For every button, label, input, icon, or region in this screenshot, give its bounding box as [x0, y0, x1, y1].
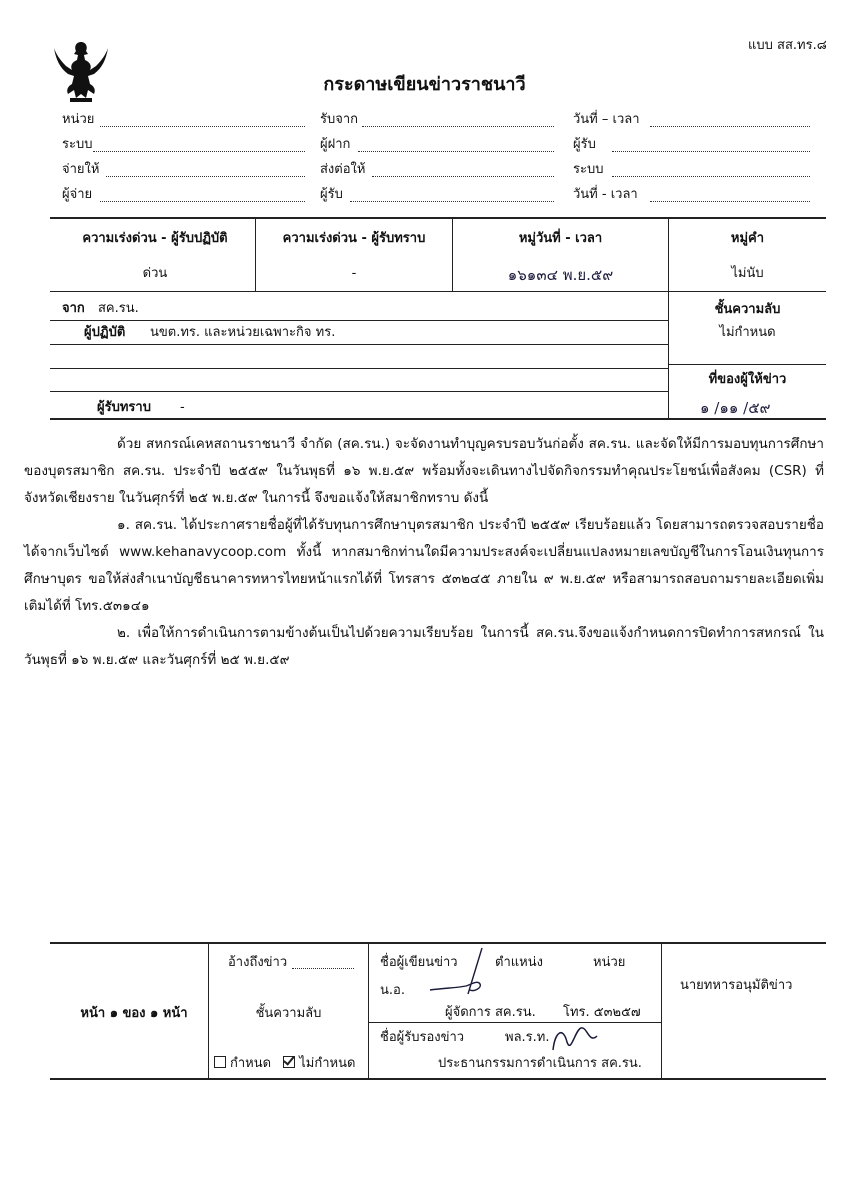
field-system-label: ระบบ: [62, 137, 93, 152]
approving-officer: นายทหารอนุมัติข่าว: [680, 978, 793, 993]
certifier-position: ประธานกรรมการดำเนินการ สค.รน.: [438, 1056, 642, 1071]
priority-action-header: ความเร่งด่วน - ผู้รับปฏิบัติ: [82, 231, 228, 246]
col-divider: [668, 218, 669, 418]
field-receiver-label: ผู้รับ: [320, 187, 343, 202]
checkbox-set[interactable]: [214, 1056, 226, 1068]
rule: [50, 391, 668, 392]
form-title: กระดาษเขียนข่าวราชนาวี: [323, 74, 526, 95]
classification-label: ชั้นความลับ: [714, 302, 781, 317]
footer-bottom-border: [50, 1078, 826, 1080]
field-forward-to-line[interactable]: [372, 176, 554, 177]
body-paragraph: ด้วย สหกรณ์เคหสถานราชนาวี จำกัด (สค.รน.) จะจัดงานทำบุญครบรอบวันก่อตั้ง สค.รน. และจัดให้มีการมอบทุนการศึกษาของบุตรสมาชิก สค.รน. ประจำปี ๒๕๕๙ ในวันพุธที่ ๑๖ พ.ย.๕๙ พร้อมทั้งจะเดินทางไปจัดกิจกรรมทำคุณประโยชน์เพื่อสังคม (CSR) ที่จังหวัดเชียงราย ในวันศุกร์ที่ ๒๕ พ.ย.๕๙ ในการนี้ จึงขอแจ้งให้สมาชิกทราบ ดังนี้: [24, 436, 824, 506]
priority-info-header: ความเร่งด่วน - ผู้รับทราบ: [282, 231, 426, 246]
table-row-border: [50, 291, 826, 292]
priority-info-value: -: [351, 266, 357, 281]
field-recipient-label: ผู้รับ: [573, 137, 596, 152]
field-datetime2-line[interactable]: [650, 201, 810, 202]
certifier-signature: [545, 1020, 605, 1058]
writer-phone: โทร. ๕๓๒๕๗: [563, 1005, 641, 1020]
from-label: จาก: [62, 301, 85, 316]
option-set-label: กำหนด: [230, 1056, 272, 1071]
originator-ref-label: ที่ของผู้ให้ข่าว: [708, 372, 787, 387]
field-unit-label: หน่วย: [62, 112, 95, 127]
field-received-from-label: รับจาก: [320, 112, 359, 127]
word-count-header: หมู่คำ: [730, 231, 765, 246]
rule: [668, 364, 826, 365]
rule: [368, 1022, 661, 1023]
writer-position-label: ตำแหน่ง: [495, 955, 543, 970]
writer-position: ผู้จัดการ สค.รน.: [445, 1005, 536, 1020]
writer-rank: น.อ.: [380, 983, 405, 998]
field-depositor-label: ผู้ฝาก: [320, 137, 351, 152]
from-value: สค.รน.: [98, 301, 139, 316]
checkbox-unset[interactable]: [283, 1056, 295, 1068]
action-addressee-value: นขต.ทร. และหน่วยเฉพาะกิจ ทร.: [150, 325, 336, 340]
field-received-from-line[interactable]: [362, 126, 554, 127]
body-paragraph: ๒. เพื่อให้การดำเนินการตามข้างต้นเป็นไปด้วยความเรียบร้อย ในการนี้ สค.รน.จึงขอแจ้งกำหนดการปิดทำการสหกรณ์ ในวันพุธที่ ๑๖ พ.ย.๕๙ และวันศุกร์ที่ ๒๕ พ.ย.๕๙: [24, 625, 824, 668]
certifier-rank: พล.ร.ท.: [505, 1030, 550, 1045]
dtg-value: ๑๖๑๓๔ พ.ย.๕๙: [507, 266, 614, 284]
field-datetime-label: วันที่ – เวลา: [573, 112, 640, 127]
table-top-border: [50, 217, 826, 219]
table-bottom-border: [50, 418, 826, 420]
rule: [50, 344, 668, 345]
field-forward-to-label: ส่งต่อให้: [320, 162, 366, 177]
message-body: [24, 431, 824, 674]
option-unset-label: ไม่กำหนด: [299, 1056, 356, 1071]
field-datetime-line[interactable]: [650, 126, 810, 127]
field-recipient-line[interactable]: [612, 151, 810, 152]
field-payer-label: ผู้จ่าย: [62, 187, 93, 202]
originator-ref-value: ๑ /๑๑ /๕๙: [700, 399, 771, 417]
reference-line[interactable]: [292, 968, 354, 969]
writer-unit-label: หน่วย: [593, 955, 626, 970]
field-datetime2-label: วันที่ - เวลา: [573, 187, 638, 202]
form-code: แบบ สส.ทร.๘: [748, 38, 827, 53]
classification-options: [214, 1056, 355, 1072]
info-addressee-value: -: [180, 400, 185, 415]
classification-value: ไม่กำหนด: [719, 325, 776, 340]
info-addressee-label: ผู้รับทราบ: [97, 400, 151, 415]
writer-signature: [410, 944, 500, 1002]
field-unit-line[interactable]: [100, 126, 305, 127]
rule: [50, 368, 668, 369]
field-depositor-line[interactable]: [358, 151, 554, 152]
field-system2-label: ระบบ: [573, 162, 604, 177]
col-divider: [368, 943, 369, 1078]
field-payer-line[interactable]: [100, 201, 305, 202]
field-system2-line[interactable]: [612, 176, 810, 177]
writer-label: ชื่อผู้เขียนข่าว: [380, 955, 458, 970]
word-count-value: ไม่นับ: [731, 266, 764, 281]
footer-classification: ชั้นความลับ: [255, 1006, 322, 1021]
field-receiver-line[interactable]: [350, 201, 554, 202]
rule: [50, 320, 668, 321]
reference-label: อ้างถึงข่าว: [228, 955, 288, 970]
certifier-label: ชื่อผู้รับรองข่าว: [380, 1030, 465, 1045]
action-addressee-label: ผู้ปฏิบัติ: [84, 325, 126, 340]
page-number: หน้า ๑ ของ ๑ หน้า: [80, 1006, 188, 1021]
dtg-header: หมู่วันที่ - เวลา: [518, 231, 603, 246]
field-system-line[interactable]: [93, 151, 305, 152]
priority-action-value: ด่วน: [142, 266, 168, 281]
field-pay-to-label: จ่ายให้: [62, 162, 100, 177]
field-pay-to-line[interactable]: [106, 176, 305, 177]
col-divider: [661, 943, 662, 1078]
body-paragraph: ๑. สค.รน. ได้ประกาศรายชื่อผู้ที่ได้รับทุนการศึกษาบุตรสมาชิก ประจำปี ๒๕๕๙ เรียบร้อยแล้ว โดยสามารถตรวจสอบรายชื่อได้จากเว็บไซต์ www.kehanavycoop.com ทั้งนี้ หากสมาชิกท่านใดมีความประสงค์จะเปลี่ยนแปลงหมายเลขบัญชีในการโอนเงินทุนการศึกษาบุตร ขอให้ส่งสำเนาบัญชีธนาคารทหารไทยหน้าแรกได้ที่ โทรสาร ๕๓๒๔๕ ภายใน ๙ พ.ย.๕๙ หรือสามารถสอบถามรายละเอียดเพิ่มเติมได้ที่ โทร.๕๓๑๔๑: [24, 517, 824, 614]
